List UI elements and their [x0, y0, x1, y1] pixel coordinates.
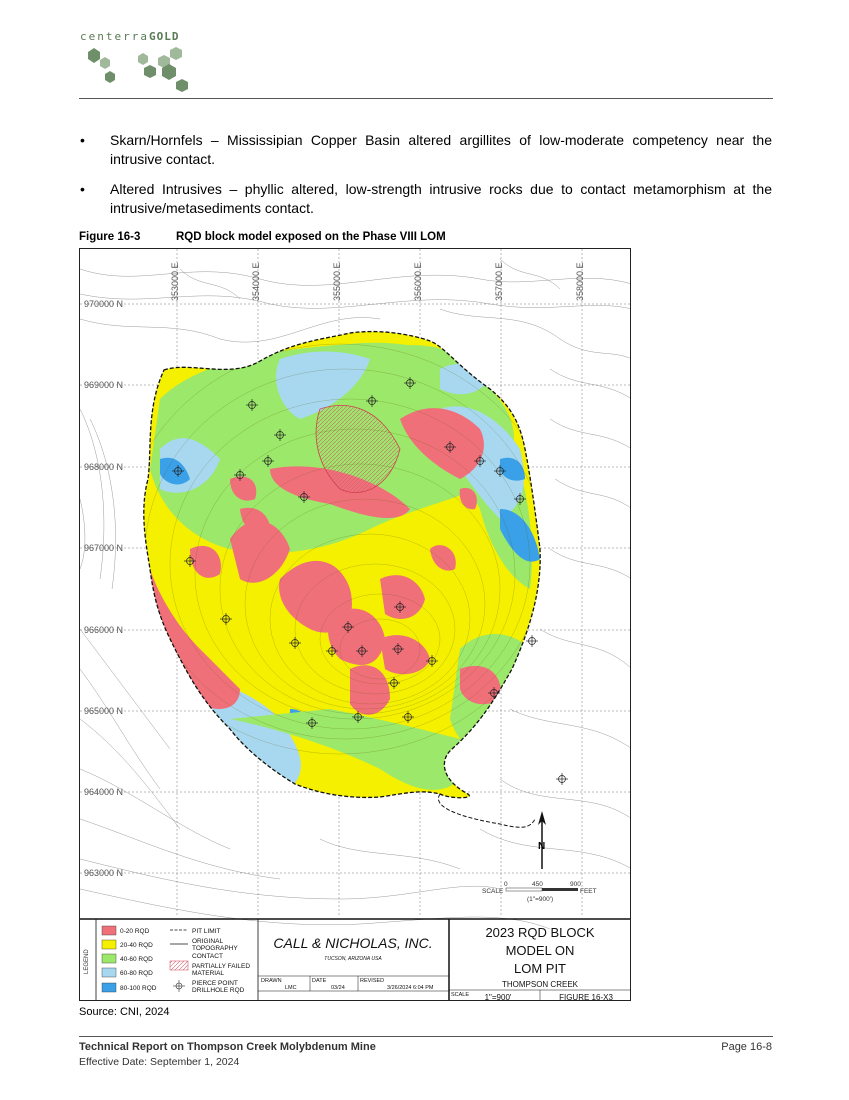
legend-side-label: LEGEND: [84, 949, 90, 974]
figure-number: Figure 16-3: [79, 231, 141, 243]
figure-title: RQD block model exposed on the Phase VIII LOM: [176, 231, 446, 243]
date-label: DATE: [312, 978, 327, 984]
northing-label: 970000 N: [84, 299, 124, 309]
northing-label: 968000 N: [84, 462, 124, 472]
legend-original-topo: TOPOGRAPHY: [192, 945, 238, 952]
scale-tick: 0: [504, 881, 508, 888]
logo-text-gold: GOLD: [148, 30, 180, 43]
company-name: CALL & NICHOLAS, INC.: [273, 935, 433, 951]
northing-label: 964000 N: [84, 787, 124, 797]
rqd-map-svg: [80, 249, 631, 1001]
bullet-dot: •: [80, 181, 85, 197]
scale-tick: 900: [570, 881, 581, 888]
bullet-intrusives: [80, 180, 772, 218]
scale-right-label: FEET: [580, 888, 597, 895]
project-name: THOMPSON CREEK: [501, 980, 579, 989]
legend-swatch: [102, 940, 116, 949]
figure-source: Source: CNI, 2024: [79, 1006, 170, 1018]
scale-bar: [482, 881, 597, 903]
rqd-block-model: [80, 249, 631, 917]
scale-left-label: SCALE: [482, 888, 504, 895]
date-value: 03/24: [331, 985, 345, 991]
bullet-text: Altered Intrusives – phyllic altered, low-strength intrusive rocks due to contact metamorphism at the intrusive/metasediments contact.: [110, 181, 772, 216]
legend-failed: MATERIAL: [192, 970, 225, 977]
revised-label: REVISED: [360, 978, 385, 984]
north-label: N: [538, 841, 546, 852]
legend-swatch: [102, 968, 116, 977]
title-line: 2023 RQD BLOCK: [485, 925, 595, 940]
footer-date: Effective Date: September 1, 2024: [79, 1056, 240, 1068]
easting-label: 357000 E: [494, 262, 504, 301]
company-logo-text: [80, 30, 179, 43]
drawn-value: LMC: [285, 985, 297, 991]
footer-title: Technical Report on Thompson Creek Molybdenum Mine: [79, 1041, 376, 1053]
footer-page-number: Page 16-8: [721, 1041, 772, 1053]
company-logo-hexagons: [80, 44, 200, 94]
scale-value: 1"=900': [484, 993, 512, 1001]
legend-original-topo: ORIGINAL: [192, 938, 224, 945]
easting-label: 353000 E: [170, 262, 180, 301]
rqd-map: [79, 248, 631, 1001]
easting-label: 358000 E: [575, 262, 585, 301]
scale-tick: 450: [532, 881, 543, 888]
title-line: MODEL ON: [505, 943, 575, 958]
bullet-text: Skarn/Hornfels – Mississipian Copper Basin altered argillites of low-moderate competency near the intrusive contact.: [110, 132, 772, 167]
northing-label: 967000 N: [84, 543, 124, 553]
figure-caption: [79, 231, 446, 243]
northing-label: 965000 N: [84, 706, 124, 716]
legend-failed: PARTIALLY FAILED: [192, 963, 251, 970]
logo-text-main: centerra: [80, 30, 149, 43]
legend-swatch: [102, 954, 116, 963]
company-location: TUCSON, ARIZONA USA: [324, 956, 382, 962]
north-arrow: [538, 811, 546, 869]
legend-label: 40-60 RQD: [120, 956, 153, 963]
scale-ratio: (1"=900'): [527, 896, 554, 903]
footer-rule: [79, 1036, 773, 1037]
legend-title-block: [80, 919, 631, 1001]
northing-label: 963000 N: [84, 868, 124, 878]
easting-label: 356000 E: [413, 262, 423, 301]
figure-id: FIGURE 16-X3: [559, 993, 613, 1001]
northing-label: 966000 N: [84, 625, 124, 635]
drawn-label: DRAWN: [261, 978, 282, 984]
title-line: LOM PIT: [513, 961, 567, 976]
legend-pierce: PIERCE POINT: [192, 980, 238, 987]
legend-swatch: [102, 983, 116, 992]
pierce-point-icon: [173, 980, 185, 992]
legend-pit-limit: PIT LIMIT: [192, 928, 221, 935]
northing-labels: [84, 299, 123, 878]
legend-label: 80-100 RQD: [120, 985, 157, 992]
pit-limit-line-ext: [438, 794, 535, 827]
legend-label: 20-40 RQD: [120, 942, 153, 949]
header-rule: [79, 98, 773, 99]
easting-label: 354000 E: [251, 262, 261, 301]
legend-swatch: [102, 926, 116, 935]
easting-label: 355000 E: [332, 262, 342, 301]
revised-value: 3/26/2024 6:04 PM: [387, 985, 434, 991]
legend-label: 0-20 RQD: [120, 928, 150, 935]
legend-pierce: DRILLHOLE RQD: [192, 987, 245, 994]
legend-contact: CONTACT: [192, 953, 223, 960]
northing-label: 969000 N: [84, 380, 124, 390]
bullet-dot: •: [80, 132, 85, 148]
scale-label: SCALE: [451, 992, 470, 998]
bullet-skarn: [80, 131, 772, 169]
legend-label: 60-80 RQD: [120, 970, 153, 977]
